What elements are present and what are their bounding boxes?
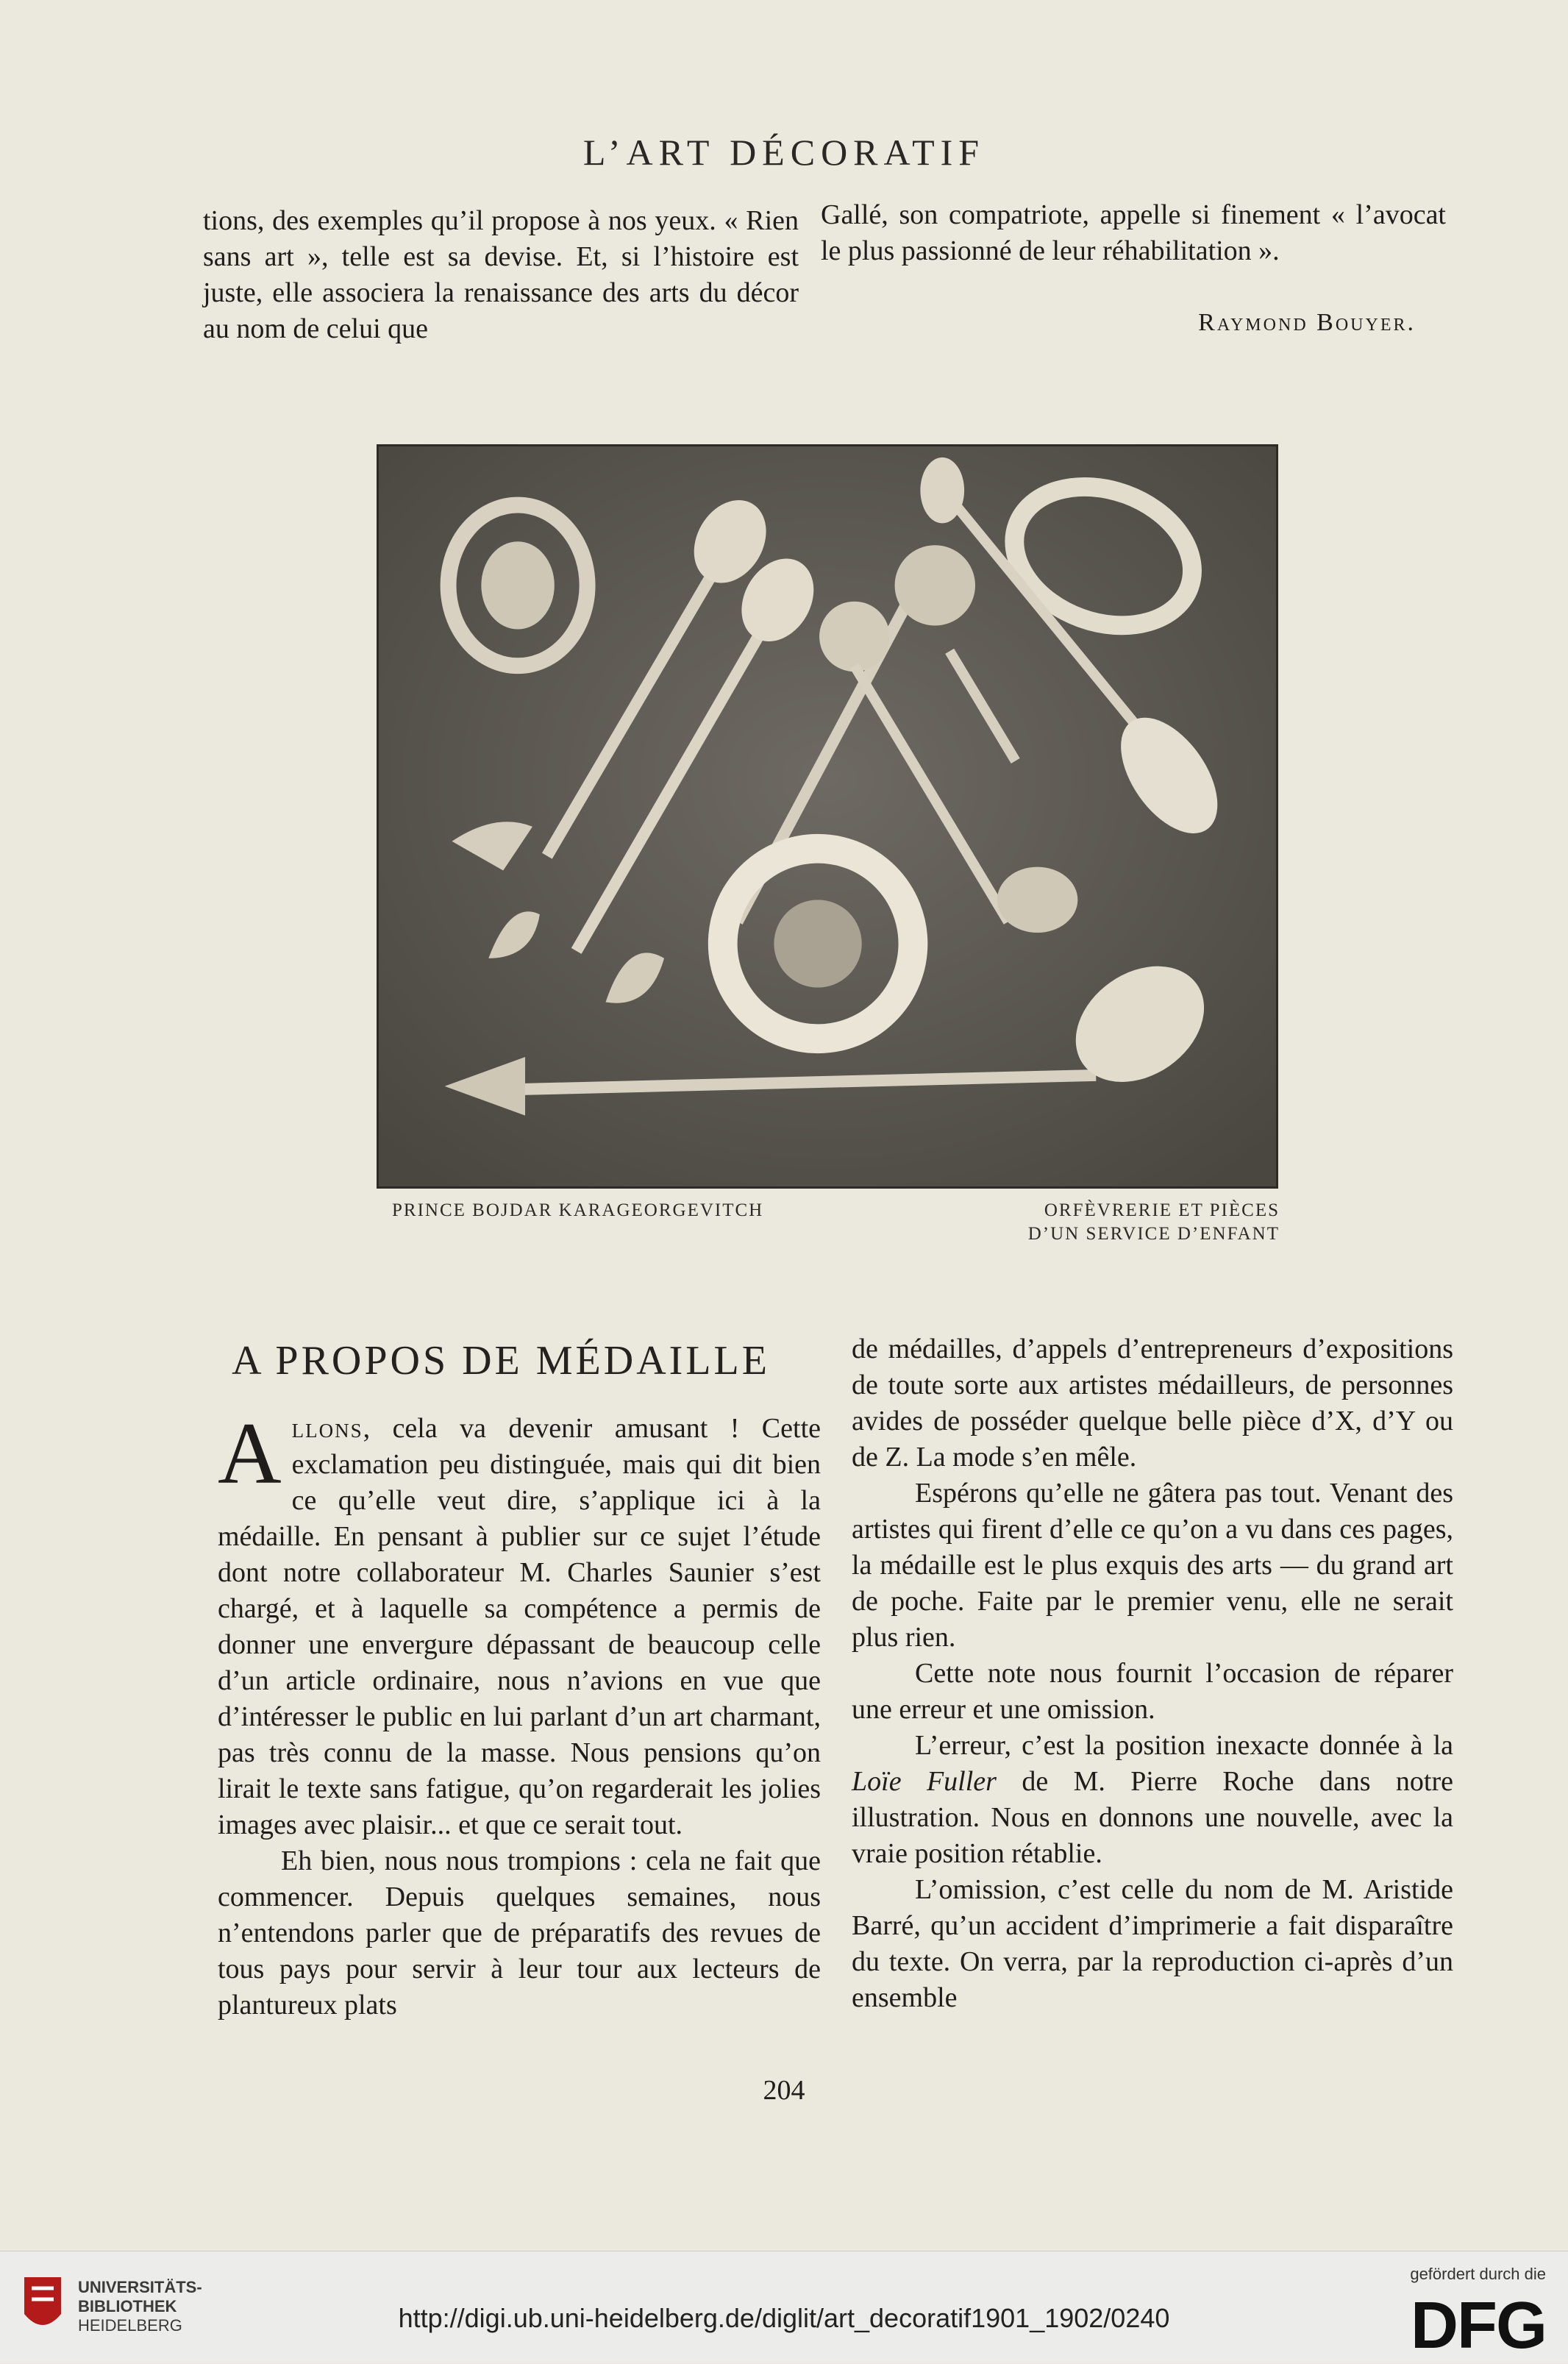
paragraph-text: de M. Pierre Roche dans notre illustration. Nous en donnons une nouvelle, avec la vraie position rétablie. <box>852 1766 1453 1869</box>
paragraph-text: , cela va devenir amusant ! Cette exclamation peu distinguée, mais qui dit bien ce qu’elle veut dire, s’applique ici à la médaille. En pensant à publier sur ce sujet l’étude dont notre collaborateur M. Charles Saunier s’est chargé, et à laquelle sa compétence a permis de donner une envergure dépassant de beaucoup celle d’un article ordinaire, nous n’avions en vue que d’intéresser le public en lui parlant d’un art charmant, pas très connu de la masse. Nous pensions qu’on lirait le texte sans fatigue, qu’on regarderait les jolies images avec plaisir... et que ce serait tout. <box>218 1413 821 1840</box>
article-left-column <box>218 1404 821 2023</box>
caption-line: ORFÈVRERIE ET PIÈCES <box>1044 1200 1280 1220</box>
opening-smallcaps: llons <box>291 1413 363 1444</box>
funding-note: gefördert durch die <box>1410 2265 1546 2283</box>
library-line: HEIDELBERG <box>78 2316 182 2335</box>
figure-caption-left: PRINCE BOJDAR KARAGEORGEVITCH <box>392 1200 764 1220</box>
caption-line: D’UN SERVICE D’ENFANT <box>1027 1224 1280 1244</box>
paragraph: Espérons qu’elle ne gâtera pas tout. Venant des artistes qui firent d’elle ce qu’on a vu dans ces pages, la médaille est le plus exquis des arts — du grand art de poche. Faite par le premier venu, elle ne serait plus rien. <box>852 1478 1453 1653</box>
article-right-column <box>852 1331 1453 2016</box>
article-title: A PROPOS DE MÉDAILLE <box>232 1338 770 1384</box>
author-signature: Raymond Bouyer. <box>1198 309 1416 336</box>
paragraph <box>218 1404 821 1843</box>
paragraph <box>852 1728 1453 1872</box>
photograph-plate <box>377 444 1278 1189</box>
paragraph: L’omission, c’est celle du nom de M. Aristide Barré, qu’un accident d’imprimerie a fait disparaître du texte. On verra, par la reproduction ci-après d’un ensemble <box>852 1874 1453 2013</box>
permalink[interactable]: http://digi.ub.uni-heidelberg.de/diglit/art_decoratif1901_1902/0240 <box>398 2303 1170 2333</box>
digitization-footer <box>0 2251 1568 2363</box>
paragraph: Eh bien, nous nous trompions : cela ne fait que commencer. Depuis quelques semaines, nous n’entendons parler que de préparatifs des revues de tous pays pour servir à leur tour aux lecteurs de plantureux plats <box>218 1845 821 2021</box>
library-line: BIBLIOTHEK <box>78 2297 177 2315</box>
paragraph: tions, des exemples qu’il propose à nos yeux. « Rien sans art », telle est sa devise. Et, si l’histoire est juste, elle associera la renaissance des arts du décor au nom de celui que <box>203 205 799 344</box>
page-number: 204 <box>763 2075 805 2106</box>
silverware-photograph <box>379 446 1276 1186</box>
paragraph: Gallé, son compatriote, appelle si finement « l’avocat le plus passionné de leur réhabilitation ». <box>821 199 1446 266</box>
library-line: UNIVERSITÄTS- <box>78 2278 202 2296</box>
top-left-paragraph <box>203 203 799 347</box>
paragraph-text: L’erreur, c’est la position inexacte donnée à la <box>915 1730 1453 1761</box>
paragraph: Cette note nous fournit l’occasion de réparer une erreur et une omission. <box>852 1658 1453 1725</box>
running-head: L’ART DÉCORATIF <box>582 132 986 173</box>
paragraph: de médailles, d’appels d’entrepreneurs d’expositions de toute sorte aux artistes médailleurs, de personnes avides de posséder quelque belle pièce d’X, d’Y ou de Z. La mode s’en mêle. <box>852 1334 1453 1473</box>
figure-caption-right <box>1015 1199 1280 1246</box>
dfg-logo: DFG <box>1411 2289 1546 2363</box>
top-right-paragraph <box>821 197 1446 269</box>
artwork-title: Loïe Fuller <box>852 1766 997 1797</box>
drop-cap: A <box>218 1404 282 1502</box>
